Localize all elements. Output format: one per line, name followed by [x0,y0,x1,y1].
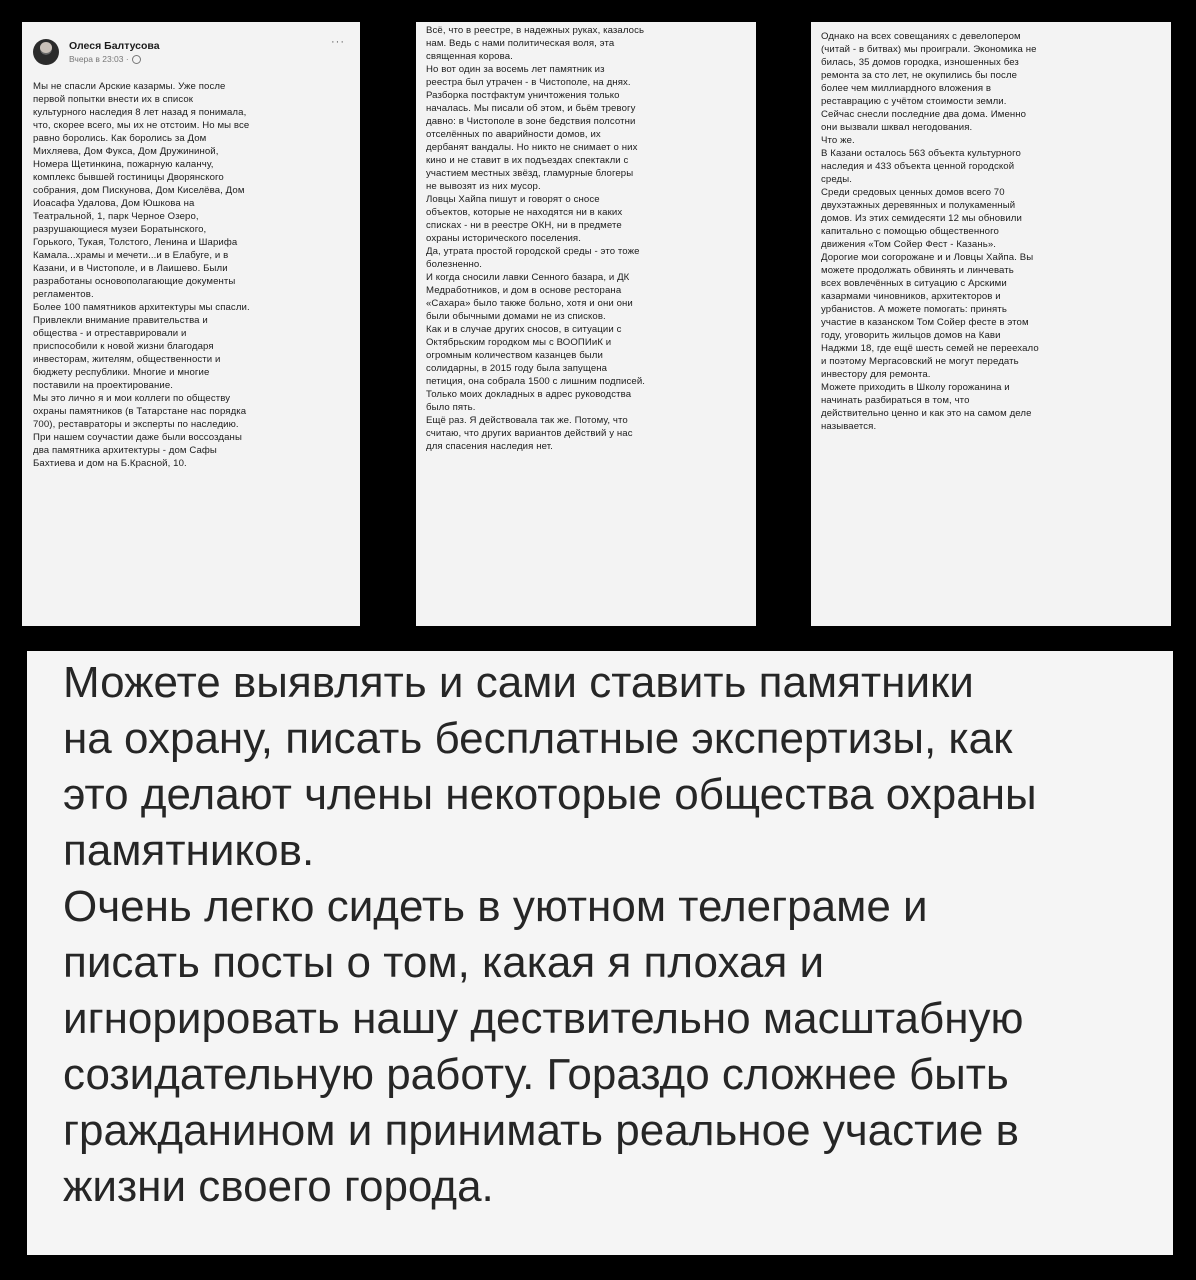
globe-icon [132,55,141,64]
author-block [69,40,160,64]
more-icon[interactable]: ··· [331,36,345,48]
reply-text: Можете выявлять и сами ставить памятники на охрану, писать бесплатные экспертизы, как это делают члены некоторые общества охраны памятников. Очень легко сидеть в уютном телеграме и писать посты о том, какая я плохая и игнорировать нашу дествительно масштабную созидательную работу. Гораздо сложнее быть гражданином и принимать реальное участие в жизни своего города. [63,658,1037,1211]
reply-message [27,651,1173,1255]
post-body-3: Однако на всех совещаниях с девелопером (читай - в битвах) мы проиграли. Экономика не билась, 35 домов городка, изношенных без ремонта за сто лет, не окупились бы после более чем миллиардного вложения в реставрацию с учётом стоимости земли. Сейчас снесли последние два дома. Именно они вызвали шквал негодования. Что же. В Казани осталось 563 объекта культурного наследия и 433 объекта ценной городской среды. Среди средовых ценных домов всего 70 двухэтажных деревянных и полукаменный домов. Из этих семидесяти 12 мы обновили капитально с помощью общественного движения «Том Сойер Фест - Казань». Дорогие мои согорожане и и Ловцы Хайпа. Вы можете продолжать обвинять и линчевать всех вовлечённых в ситуацию с Арскими казармами чиновников, архитекторов и урбанистов. А можете помогать: принять участие в казанском Том Сойер фесте в этом году, уговорить жильцов домов на Кави Наджми 18, где ещё шесть семей не переехало и поэтому Мергасовский не могут передать инвестору для ремонта. Можете приходить в Школу горожанина и начинать разбираться в том, что действительно ценно и как это на самом деле называется. [821,31,1039,432]
post-screenshot-2 [416,22,756,626]
post-timestamp[interactable]: Вчера в 23:03 · [69,54,129,64]
post-body-2: Всё, что в реестре, в надежных руках, казалось нам. Ведь с нами политическая воля, эта священная корова. Но вот один за восемь лет памятник из реестра был утрачен - в Чистополе, на днях. Разборка постфактум уничтожения только началась. Мы писали об этом, и бьём тревогу давно: в Чистополе в зоне бедствия полсотни отселённых по аварийности домов, их дербанят вандалы. Но никто не снимает о них кино и не ставит в их подъездах спектакли с участием местных звёзд, гламурные блогеры не вывозят из них мусор. Ловцы Хайпа пишут и говорят о сносе объектов, которые не находятся ни в каких списках - ни в реестре ОКН, ни в предмете охраны исторического поселения. Да, утрата простой городской среды - это тоже болезненно. И когда сносили лавки Сенного базара, и ДК Медработников, и дом в основе ресторана «Сахара» было также больно, хотя и они они были обычными домами не из списков. Как и в случае других сносов, в ситуации с Октябрьским городком мы с ВООПИиК и огромным количеством казанцев были солидарны, в 2015 году была запущена петиция, она собрала 1500 с лишним подписей. Только моих докладных в адрес руководства было пять. Ещё раз. Я действовала так же. Потому, что считаю, что других вариантов действий у нас для спасения наследия нет. [426,25,646,452]
post-screenshot-1 [22,22,360,626]
post-body-1: Мы не спасли Арские казармы. Уже после первой попытки внести их в список культурного наследия 8 лет назад я понимала, что, скорее всего, мы их не отстоим. Но мы все равно боролись. Как боролись за Дом Михляева, Дом Фукса, Дом Дружининой, Номера Щетинкина, пожарную каланчу, комплекс бывшей гостиницы Дворянского собрания, дом Пискунова, Дом Киселёва, Дом Иоасафа Удалова, Дом Юшкова на Театральной, 1, парк Черное Озеро, разрушающиеся музеи Боратынского, Горького, Тукая, Толстого, Ленина и Шарифа Камала...храмы и мечети...и в Елабуге, и в Казани, и в Чистополе, и в Лаишево. Были разработаны основополагающие документы регламентов. Более 100 памятников архитектуры мы спасли. Привлекли внимание правительства и общества - и отреставрировали и приспособили к новой жизни благодаря инвесторам, жителям, общественности и бюджету республики. Многие и многие поставили на проектирование. Мы это лично я и мои коллеги по обществу охраны памятников (в Татарстане нас порядка 700), реставраторы и эксперты по наследию. При нашем соучастии даже были воссозданы два памятника архитектуры - дом Сафы Бахтиева и дом на Б.Красной, 10. [33,81,250,469]
avatar[interactable] [33,39,59,65]
author-name[interactable]: Олеся Балтусова [69,40,160,52]
post-header [33,34,351,70]
post-screenshot-3 [811,22,1171,626]
post-meta [69,54,160,64]
